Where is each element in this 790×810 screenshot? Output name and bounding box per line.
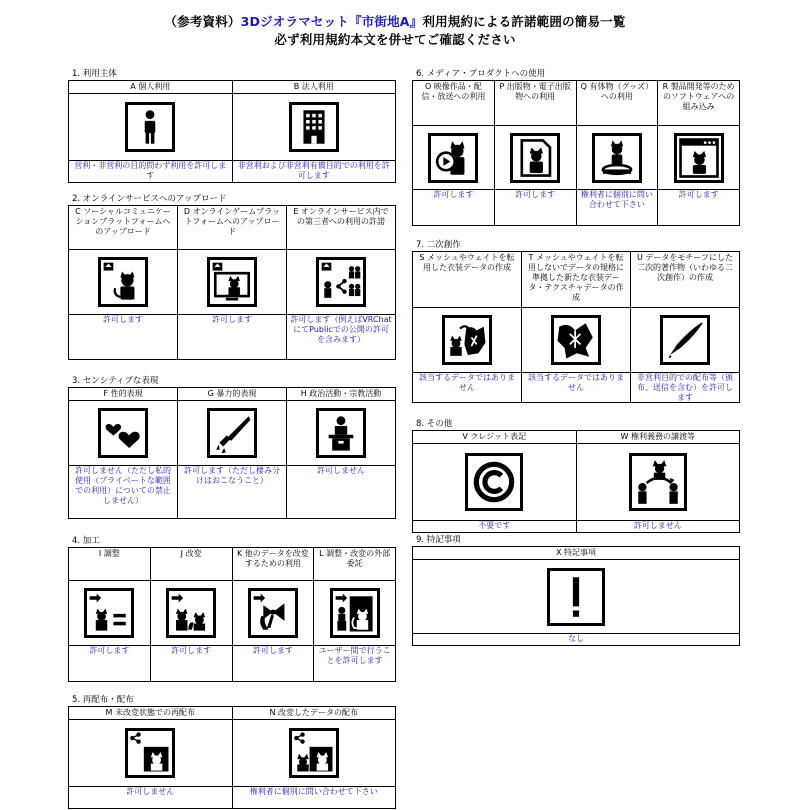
podium-icon (316, 408, 366, 458)
building-icon (289, 102, 339, 152)
item-v (413, 431, 577, 532)
section-title: 1. 利用主体 (72, 69, 117, 79)
item-label: A 個人利用 (69, 81, 232, 94)
section-media-product (412, 68, 740, 226)
hearts-icon (98, 408, 148, 458)
item-status: 営利・非営利の目的問わず利用を許可します (69, 160, 232, 182)
title-suffix: 利用規約による許諾範囲の簡易一覧 (422, 14, 626, 29)
software-cat-icon (674, 133, 724, 183)
section-title: 9. 特記事項 (416, 535, 461, 545)
person-icon (125, 102, 175, 152)
item-status: 権利者に個別に問い合わせて下さい (233, 786, 396, 808)
section-title: 6. メディア・プロダクトへの使用 (416, 69, 546, 79)
title-prefix: （参考資料） (164, 14, 241, 29)
item-status: 許可します (69, 645, 150, 680)
item-label: T メッシュやウェイトを転用しないでデータの規格に準拠した新たな衣装データ・テクスチャデータの作成 (522, 252, 630, 308)
adjust-icon (84, 588, 134, 638)
item-label: B 法人利用 (233, 81, 396, 94)
item-label: H 政治活動・宗教活動 (287, 388, 395, 401)
item-status: 該当するデータではありません (413, 372, 521, 402)
item-status: 許可しません (287, 465, 395, 518)
item-p (495, 81, 577, 225)
pen-icon (660, 315, 710, 365)
item-status: 許可しません (577, 520, 740, 532)
section-processing (68, 535, 396, 682)
section-redistribution (68, 694, 396, 809)
item-j (151, 548, 233, 681)
item-label: K 他のデータを改変するための利用 (233, 548, 314, 581)
section-title: 5. 再配布・配布 (72, 695, 134, 705)
item-label: M 未改変状態での再配布 (69, 707, 232, 720)
monitor-upload-icon (207, 257, 257, 307)
item-status: 許可しません（ただし私的使用（プライベートな範囲での利用）についての禁止しません） (69, 465, 177, 518)
section-online-upload (68, 193, 396, 360)
figure-cat-icon (592, 133, 642, 183)
item-h (287, 388, 395, 518)
title-product: 3Dジオラマセット『市街地A』 (240, 14, 423, 29)
item-label: O 映像作品・配信・放送への利用 (413, 81, 494, 126)
section-title: 8. その他 (416, 419, 453, 429)
section-title: 3. センシティブな表現 (72, 376, 159, 386)
cat-upload-icon (98, 257, 148, 307)
video-cat-icon (428, 133, 478, 183)
item-t (522, 252, 631, 402)
item-status: 該当するデータではありません (522, 372, 630, 402)
page-title (0, 12, 790, 30)
item-label: W 権利義務の譲渡等 (577, 431, 740, 444)
section-other (412, 418, 740, 533)
item-w (577, 431, 740, 532)
item-status: 許可します（例えばVRChatにてPublicでの公開の許可を含みます） (287, 314, 395, 359)
distribute-modified-icon (289, 728, 339, 778)
item-q (577, 81, 659, 225)
item-label: D オンラインゲームプラットフォームへのアップロード (178, 206, 286, 250)
section-special-notes (412, 534, 740, 646)
item-e (287, 206, 395, 359)
section-derivative (412, 239, 740, 403)
book-cat-icon (510, 133, 560, 183)
item-u (631, 252, 739, 402)
outsource-icon (330, 588, 380, 638)
ribbon-icon (248, 588, 298, 638)
item-label: P 出版物・電子出版物への利用 (495, 81, 576, 126)
item-m (69, 707, 233, 808)
item-g (178, 388, 287, 518)
copyright-icon (465, 453, 523, 511)
item-l (314, 548, 395, 681)
item-label: N 改変したデータの配布 (233, 707, 396, 720)
item-status: 許可しません (69, 786, 232, 808)
section-title: 2. オンラインサービスへのアップロード (72, 194, 227, 204)
item-i (69, 548, 151, 681)
item-status: 非営利および非営利有償目的での利用を許可します (233, 160, 396, 182)
item-label: E オンラインサービス内での第三者への利用の許諾 (287, 206, 395, 250)
item-label: V クレジット表記 (413, 431, 576, 444)
item-n (233, 707, 396, 808)
item-label: J 改変 (151, 548, 232, 581)
item-status: 非営利目的での配布等（頒布、送信を含む）を許可します (631, 372, 739, 402)
item-label: S メッシュやウェイトを転用した衣装データの作成 (413, 252, 521, 308)
item-label: X 特記事項 (413, 547, 739, 560)
item-status: ユーザー間で行うことを許可します (314, 645, 395, 680)
item-status: 許可します (151, 645, 232, 680)
item-r (658, 81, 739, 225)
exclamation-icon (547, 568, 605, 626)
transfer-icon (629, 453, 687, 511)
item-s (413, 252, 522, 402)
item-a (69, 81, 233, 182)
section-title: 4. 加工 (72, 536, 100, 546)
item-status: 許可します (233, 645, 314, 680)
item-status: 許可します (495, 189, 576, 225)
item-status: なし (413, 633, 739, 645)
item-b (233, 81, 396, 182)
section-usage-subject (68, 68, 396, 183)
knife-icon (207, 408, 257, 458)
item-label: F 性的表現 (69, 388, 177, 401)
share-people-icon (316, 257, 366, 307)
page-subtitle: 必ず利用規約本文を併せてご確認ください (274, 32, 516, 47)
cat-cloth-icon (442, 315, 492, 365)
item-status: 許可します (413, 189, 494, 225)
item-status: 許可します (69, 314, 177, 359)
item-status: 不要です (413, 520, 576, 532)
item-d (178, 206, 287, 359)
item-label: L 調整・改変の外部委託 (314, 548, 395, 581)
item-label: C ソーシャルコミュニケーションプラットフォームへのアップロード (69, 206, 177, 250)
item-status: 権利者に個別に問い合わせて下さい (577, 189, 658, 225)
section-title: 7. 二次創作 (416, 240, 461, 250)
section-sensitive (68, 375, 396, 519)
item-x (413, 547, 739, 645)
item-status: 許可します (658, 189, 739, 225)
item-k (233, 548, 315, 681)
item-status: 許可します (178, 314, 286, 359)
item-c (69, 206, 178, 359)
item-status: 許可します（ただし棲み分けはおこなうこと） (178, 465, 286, 518)
item-f (69, 388, 178, 518)
cloth-icon (551, 315, 601, 365)
item-label: U データをモチーフにした二次的著作物（いわゆる二次創作）の作成 (631, 252, 739, 308)
redistribute-icon (125, 728, 175, 778)
item-label: I 調整 (69, 548, 150, 581)
modify-icon (166, 588, 216, 638)
item-label: G 暴力的表現 (178, 388, 286, 401)
item-label: R 製品開発等のためのソフトウェアへの組み込み (658, 81, 739, 126)
item-label: Q 有体物（グッズ）への利用 (577, 81, 658, 126)
item-o (413, 81, 495, 225)
